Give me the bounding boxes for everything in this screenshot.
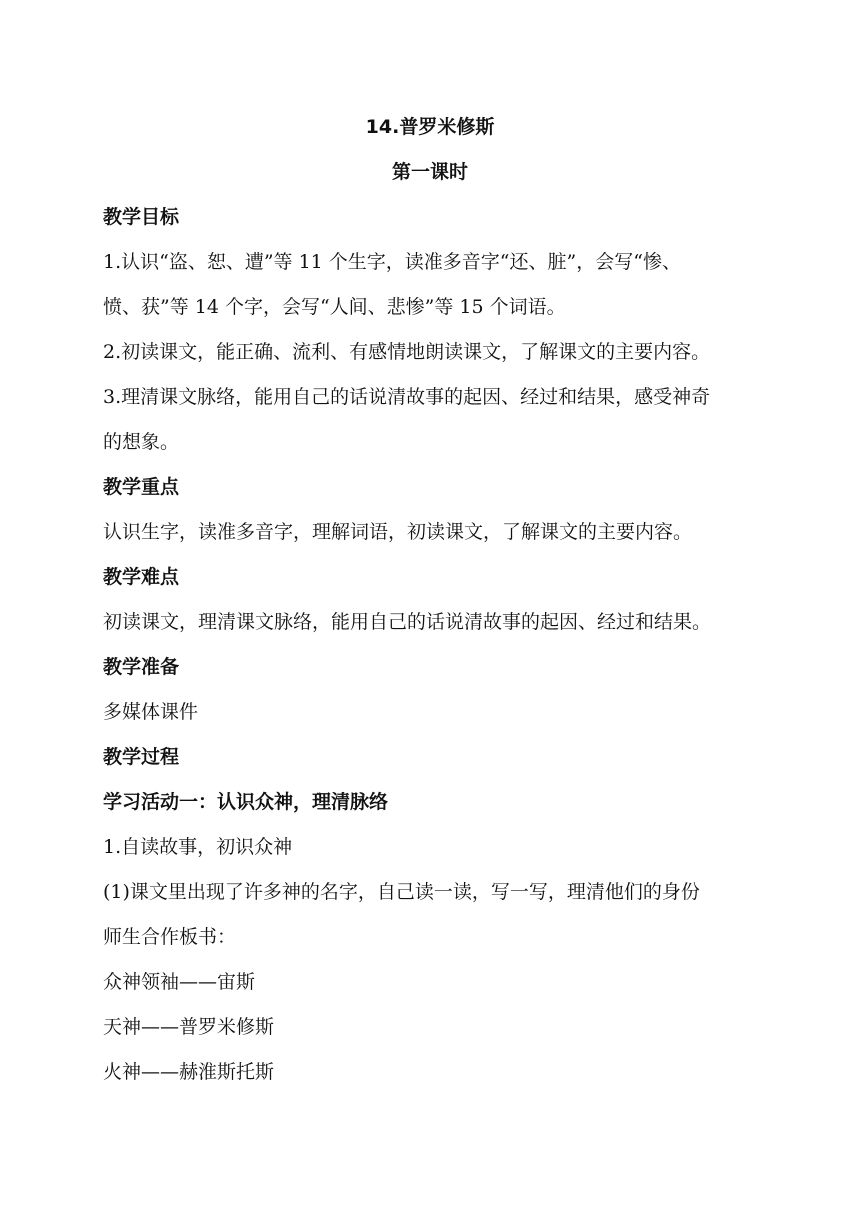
objective-3-line-1: 3.理清课文脉络，能用自己的话说清故事的起因、经过和结果，感受神奇: [103, 386, 711, 408]
process-step-1-sub-1: (1)课文里出现了许多神的名字，自己读一读，写一写，理清他们的身份: [103, 881, 700, 903]
board-item: 众神领袖——宙斯: [103, 971, 256, 993]
objectives-heading: 教学目标: [103, 206, 180, 228]
board-intro: 师生合作板书：: [103, 926, 237, 948]
objective-3-line-2: 的想象。: [103, 431, 180, 453]
objective-1-line-2: 愤、获”等 14 个字，会写“人间、悲惨”等 15 个词语。: [103, 296, 566, 318]
objective-2: 2.初读课文，能正确、流利、有感情地朗读课文，了解课文的主要内容。: [103, 341, 711, 363]
preparation-text: 多媒体课件: [103, 701, 199, 723]
board-item: 火神——赫淮斯托斯: [103, 1061, 275, 1083]
activity-1-heading: 学习活动一：认识众神，理清脉络: [103, 791, 389, 813]
process-step-1: 1.自读故事，初识众神: [103, 836, 293, 858]
process-heading: 教学过程: [103, 746, 180, 768]
difficulties-heading: 教学难点: [103, 566, 180, 588]
key-points-heading: 教学重点: [103, 476, 180, 498]
key-points-text: 认识生字，读准多音字，理解词语，初读课文，了解课文的主要内容。: [103, 521, 693, 543]
board-item: 天神——普罗米修斯: [103, 1016, 275, 1038]
document-subtitle: 第一课时: [391, 161, 468, 183]
difficulties-text: 初读课文，理清课文脉络，能用自己的话说清故事的起因、经过和结果。: [103, 611, 712, 633]
document-title: 14.普罗米修斯: [365, 116, 495, 138]
objective-1-line-1: 1.认识“盗、恕、遭”等 11 个生字，读准多音字“还、脏”，会写“惨、: [103, 251, 681, 273]
preparation-heading: 教学准备: [103, 656, 180, 678]
